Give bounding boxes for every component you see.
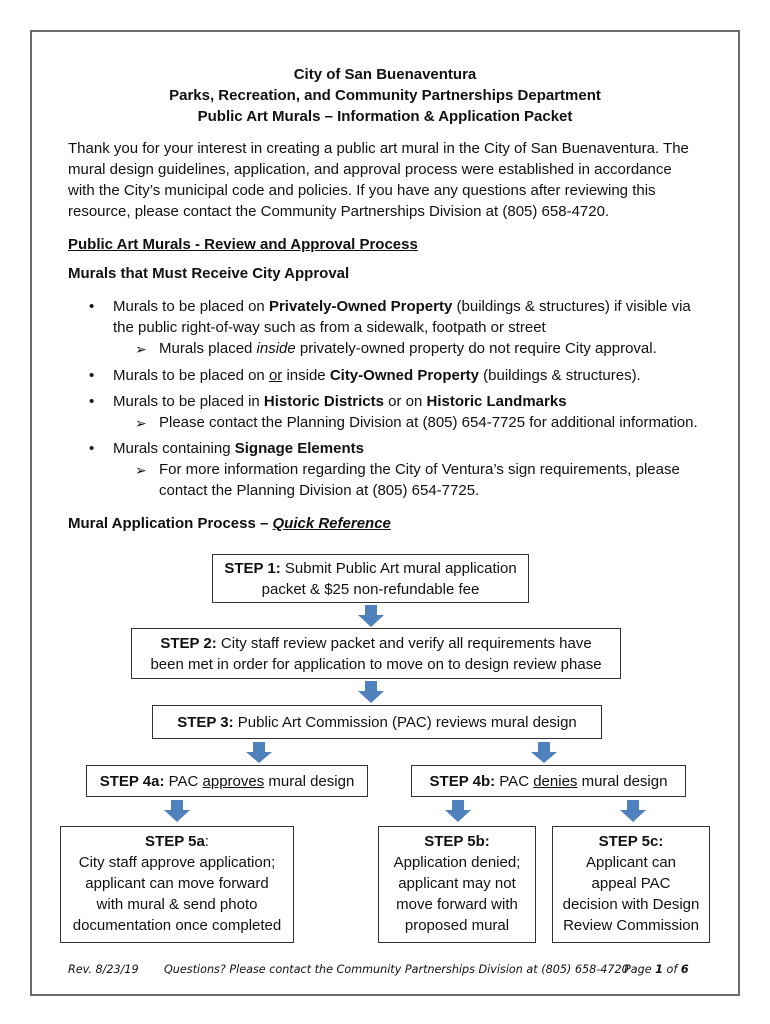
bullet-dot: •: [89, 393, 95, 410]
subbullet-sign-requirements: For more information regarding the City of Ventura’s sign requirements, please: [159, 461, 680, 478]
step-2-box: STEP 2: City staff review packet and verify all requirements have been met in order for application to move on to design review phase: [131, 628, 621, 679]
bullet-historic: Murals to be placed in Historic Districts or on Historic Landmarks: [113, 393, 567, 410]
footer-page-number: Page 1 of 6: [624, 963, 689, 976]
section-quick-reference-title: Mural Application Process – Quick Reference: [68, 515, 391, 532]
intro-line-1: Thank you for your interest in creating a public art mural in the City of San Buenaventura. The: [68, 140, 689, 157]
footer-questions: Questions? Please contact the Community Partnerships Division at (805) 658-4720: [164, 963, 629, 976]
bullet-dot: •: [89, 298, 95, 315]
footer-revision: Rev. 8/23/19: [68, 963, 139, 976]
step-4a-box: STEP 4a: PAC approves mural design: [86, 765, 368, 797]
arrow-down-icon: [445, 800, 471, 822]
arrow-bullet-icon: ➢: [135, 341, 147, 357]
subbullet-sign-requirements-cont: contact the Planning Division at (805) 654-7725.: [159, 482, 480, 499]
intro-line-4: resource, please contact the Community Partnerships Division at (805) 658-4720.: [68, 203, 610, 220]
arrow-down-icon: [620, 800, 646, 822]
header-city: City of San Buenaventura: [293, 66, 477, 83]
arrow-down-icon: [358, 605, 384, 627]
section-approval-subtitle: Murals that Must Receive City Approval: [68, 265, 350, 282]
bullet-private-property: Murals to be placed on Privately-Owned Property (buildings & structures) if visible via: [113, 298, 691, 315]
bullet-signage: Murals containing Signage Elements: [113, 440, 364, 457]
step-5b-box: STEP 5b: Application denied; applicant may not move forward with proposed mural: [378, 826, 536, 943]
arrow-down-icon: [531, 742, 557, 763]
arrow-bullet-icon: ➢: [135, 415, 147, 431]
step-5c-box: STEP 5c: Applicant can appeal PAC decision with Design Review Commission: [552, 826, 710, 943]
header-department: Parks, Recreation, and Community Partnerships Department: [169, 87, 601, 104]
subbullet-planning-contact: Please contact the Planning Division at (805) 654-7725 for additional information.: [159, 414, 698, 431]
step-1-box: STEP 1: Submit Public Art mural application packet & $25 non-refundable fee: [212, 554, 529, 603]
header-packet-title: Public Art Murals – Information & Application Packet: [197, 108, 573, 125]
intro-line-2: mural design guidelines, application, and approval process were established in accordance: [68, 161, 672, 178]
step-3-box: STEP 3: Public Art Commission (PAC) reviews mural design: [152, 705, 602, 739]
bullet-dot: •: [89, 440, 95, 457]
bullet-private-property-cont: the public right-of-way such as from a sidewalk, footpath or street: [113, 319, 546, 336]
step-5a-box: STEP 5a: City staff approve application; applicant can move forward with mural & send photo documentation once completed: [60, 826, 294, 943]
bullet-dot: •: [89, 367, 95, 384]
bullet-city-property: Murals to be placed on or inside City-Owned Property (buildings & structures).: [113, 367, 641, 384]
step-4b-box: STEP 4b: PAC denies mural design: [411, 765, 686, 797]
arrow-bullet-icon: ➢: [135, 462, 147, 478]
arrow-down-icon: [246, 742, 272, 763]
arrow-down-icon: [358, 681, 384, 703]
intro-line-3: with the City’s municipal code and policies. If you have any questions after reviewing this: [68, 182, 656, 199]
arrow-down-icon: [164, 800, 190, 822]
subbullet-inside-private: Murals placed inside privately-owned property do not require City approval.: [159, 340, 657, 357]
section-review-title: Public Art Murals - Review and Approval Process: [68, 236, 418, 253]
